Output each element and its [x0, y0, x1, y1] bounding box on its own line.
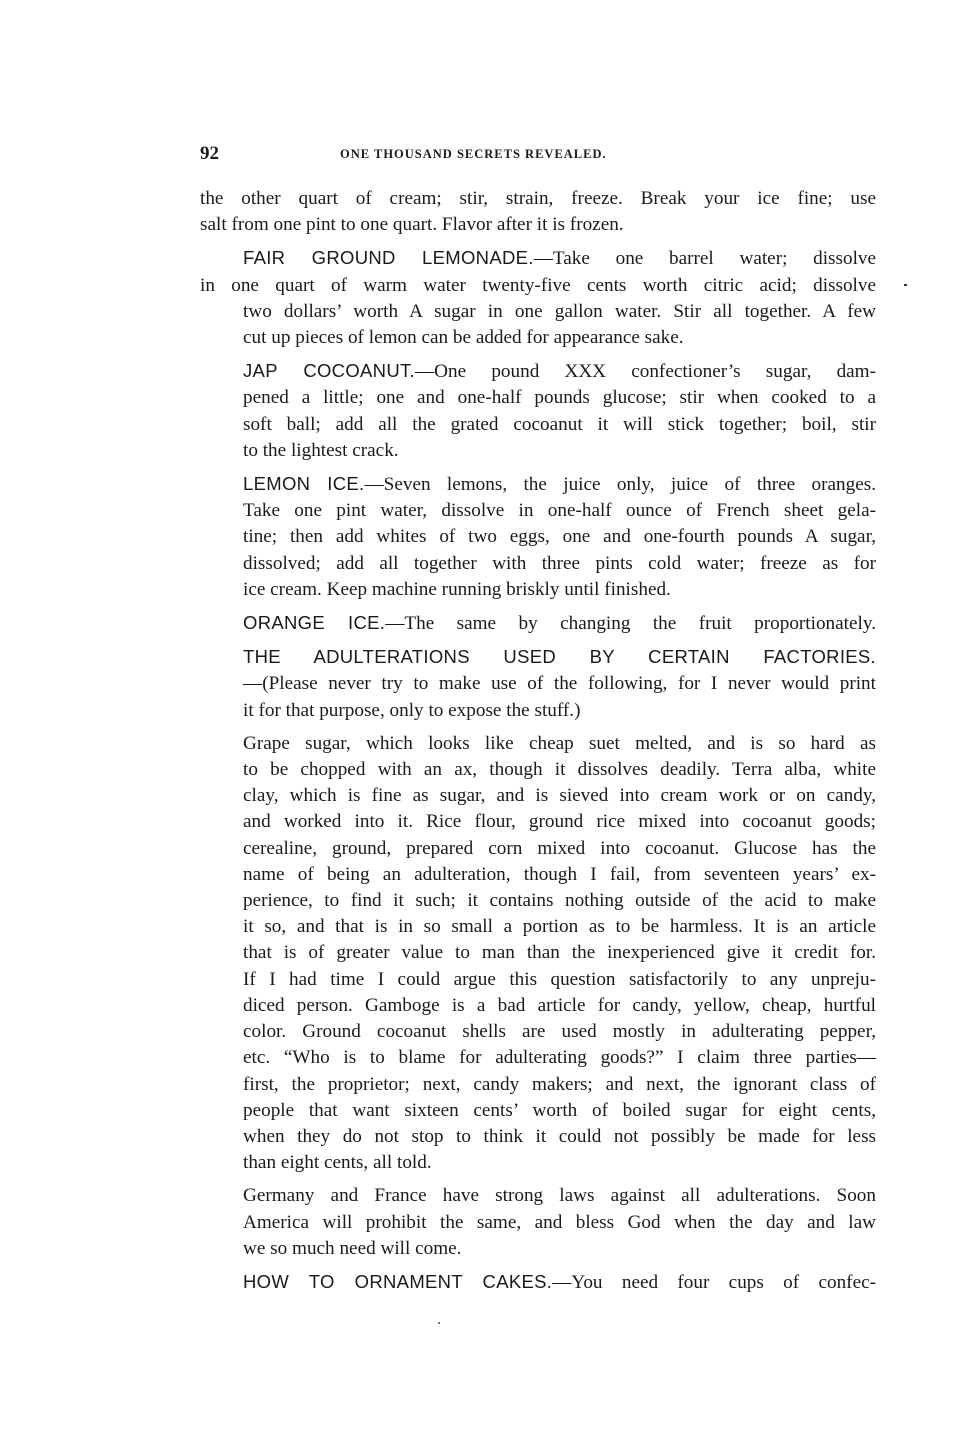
paragraph-ornament-cakes: [200, 1269, 876, 1296]
text-line: first, the proprietor; next, candy makers; and next, the ignorant class of: [243, 1073, 876, 1095]
paragraph-lemon-ice: [200, 471, 876, 603]
text-line: name of being an adulteration, though I fail, from seventeen years’ ex-: [243, 863, 876, 885]
text-line: in one quart of warm water twenty-five cents worth citric acid; dissolve: [200, 274, 876, 296]
text-line: etc. “Who is to blame for adulterating goods?” I claim three parties—: [243, 1047, 876, 1069]
text-line: Germany and France have strong laws against all adulterations. Soon: [243, 1185, 876, 1207]
text-line: cerealine, ground, prepared corn mixed into cocoanut. Glucose has the: [243, 837, 876, 859]
text-line: If I had time I could argue this question satisfactorily to any unpreju-: [243, 968, 876, 990]
text-line: [200, 644, 876, 671]
text-line: clay, which is fine as sugar, and is sieved into cream work or on candy,: [243, 785, 876, 807]
text-line: tine; then add whites of two eggs, one and one-fourth pounds A sugar,: [243, 526, 876, 548]
text-line: [200, 245, 876, 272]
text-run: —The same by changing the fruit proportionately.: [385, 613, 876, 635]
recipe-heading: LEMON ICE.: [243, 473, 365, 495]
text-line: and worked into it. Rice flour, ground rice mixed into cocoanut goods;: [243, 811, 876, 833]
running-title: ONE THOUSAND SECRETS REVEALED.: [340, 147, 607, 161]
text-line: to be chopped with an ax, though it dissolves deadily. Terra alba, white: [243, 759, 876, 781]
text-line: we so much need will come.: [243, 1237, 462, 1259]
text-line: it for that purpose, only to expose the stuff.): [243, 699, 581, 721]
text-line: when they do not stop to think it could not possibly be made for less: [243, 1125, 876, 1147]
text-line: [200, 358, 876, 385]
text-line: Take one pint water, dissolve in one-half ounce of French sheet gela-: [243, 500, 876, 522]
text-line: Grape sugar, which looks like cheap suet melted, and is so hard as: [243, 732, 876, 754]
text-line: than eight cents, all told.: [243, 1152, 432, 1174]
paragraph-germany-france: [200, 1183, 876, 1262]
text-line: cut up pieces of lemon can be added for appearance sake.: [243, 327, 684, 349]
text-line: America will prohibit the same, and bless God when the day and law: [243, 1211, 876, 1233]
text-run: —Take one barrel water; dissolve: [533, 248, 877, 270]
recipe-heading: FAIR GROUND LEMONADE.: [243, 247, 534, 269]
page-body: [200, 186, 876, 1303]
text-line: soft ball; add all the grated cocoanut it will stick together; boil, stir: [243, 413, 876, 435]
text-line: [200, 471, 876, 498]
text-line: color. Ground cocoanut shells are used mostly in adulterating pepper,: [243, 1021, 876, 1043]
paragraph-adulterations: [200, 644, 876, 724]
paragraph-grape-sugar: [200, 731, 876, 1176]
text-line: diced person. Gamboge is a bad article for candy, yellow, cheap, hurtful: [243, 994, 876, 1016]
text-line: [200, 1269, 876, 1296]
text-line: that is of greater value to man than the inexperienced give it credit for.: [243, 942, 876, 964]
text-run: —You need four cups of confec-: [552, 1271, 876, 1293]
scan-speck: [438, 1322, 440, 1324]
recipe-heading: ORANGE ICE.: [243, 612, 386, 634]
text-line: [200, 610, 876, 637]
text-line: perience, to find it such; it contains nothing outside of the acid to make: [243, 890, 876, 912]
paragraph-jap-cocoanut: [200, 358, 876, 464]
text-run: —Seven lemons, the juice only, juice of three oranges.: [364, 474, 876, 496]
text-line: people that want sixteen cents’ worth of boiled sugar for eight cents,: [243, 1099, 876, 1121]
text-line: to the lightest crack.: [243, 439, 399, 461]
paragraph-fair-ground-lemonade: [200, 245, 876, 351]
text-line: it so, and that is in so small a portion as to be harmless. It is an article: [243, 916, 876, 938]
paragraph-orange-ice: [200, 610, 876, 637]
text-run: —One pound XXX confectioner’s sugar, dam-: [414, 361, 876, 383]
paragraph-continuation: [200, 186, 876, 238]
text-line: pened a little; one and one-half pounds glucose; stir when cooked to a: [243, 387, 876, 409]
section-heading: THE ADULTERATIONS USED BY CERTAIN FACTORIES.: [243, 646, 876, 668]
text-line: salt from one pint to one quart. Flavor after it is frozen.: [200, 214, 624, 236]
page-number: 92: [200, 143, 219, 164]
text-line: the other quart of cream; stir, strain, freeze. Break your ice fine; use: [200, 188, 876, 209]
margin-mark: [904, 284, 907, 286]
page-header: [200, 143, 876, 173]
text-line: —(Please never try to make use of the following, for I never would print: [243, 673, 876, 695]
recipe-heading: HOW TO ORNAMENT CAKES.: [243, 1270, 553, 1292]
recipe-heading: JAP COCOANUT.: [243, 360, 415, 382]
text-line: dissolved; add all together with three pints cold water; freeze as for: [243, 552, 876, 574]
text-line: ice cream. Keep machine running briskly until finished.: [243, 578, 671, 600]
text-line: two dollars’ worth A sugar in one gallon water. Stir all together. A few: [243, 300, 876, 322]
